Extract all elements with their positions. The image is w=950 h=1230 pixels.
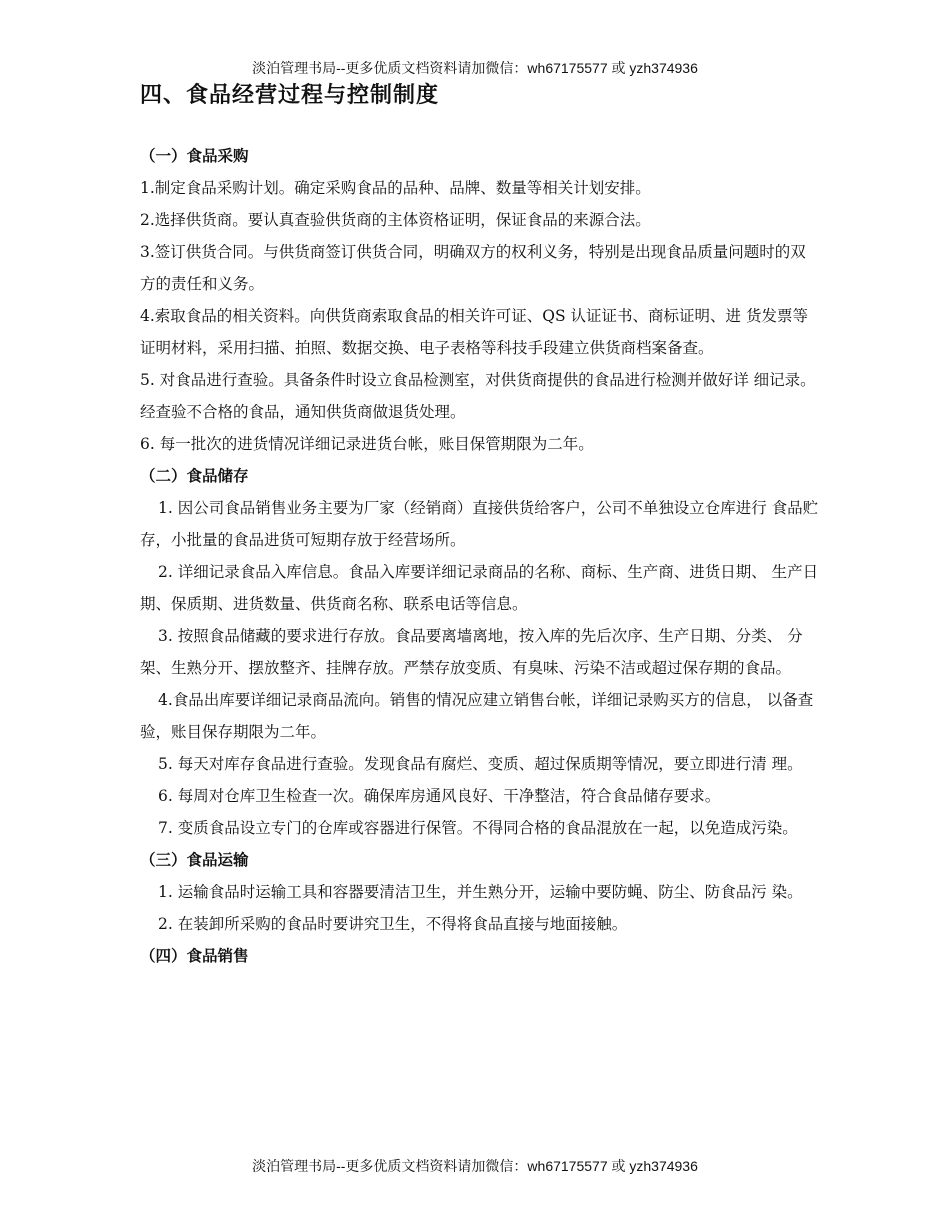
section-heading-procurement: （一）食品采购: [140, 147, 249, 165]
paragraph: 4.食品出库要详细记录商品流向。销售的情况应建立销售台帐，详细记录购买方的信息， 以备查验，账目保存期限为二年。: [140, 691, 814, 741]
paragraph: 7. 变质食品设立专门的仓库或容器进行保管。不得同合格的食品混放在一起，以免造成污染。: [158, 819, 798, 837]
document-body: [140, 140, 820, 972]
paragraph: 6. 每一批次的进货情况详细记录进货台帐，账目保管期限为二年。: [140, 435, 594, 453]
paragraph: 3. 按照食品储藏的要求进行存放。食品要离墙离地，按入库的先后次序、生产日期、分类、 分架、生熟分开、摆放整齐、挂牌存放。严禁存放变质、有臭味、污染不洁或超过保存期的食品。: [140, 627, 803, 677]
paragraph: 5. 每天对库存食品进行查验。发现食品有腐烂、变质、超过保质期等情况，要立即进行清 理。: [158, 755, 803, 773]
paragraph: 1. 因公司食品销售业务主要为厂家（经销商）直接供货给客户，公司不单独设立仓库进行 食品贮存，小批量的食品进货可短期存放于经营场所。: [140, 499, 819, 549]
paragraph: 1.制定食品采购计划。确定采购食品的品种、品牌、数量等相关计划安排。: [140, 179, 651, 197]
section-heading-sales: （四）食品销售: [140, 947, 249, 965]
paragraph: 6. 每周对仓库卫生检查一次。确保库房通风良好、干净整洁，符合食品储存要求。: [158, 787, 721, 805]
paragraph: 3.签订供货合同。与供货商签订供货合同，明确双方的权利义务，特别是出现食品质量问题时的双方的责任和义务。: [140, 243, 806, 293]
paragraph: 4.索取食品的相关资料。向供货商索取食品的相关许可证、QS 认证证书、商标证明、进 货发票等证明材料，采用扫描、拍照、数据交换、电子表格等科技手段建立供货商档案备查。: [140, 307, 808, 357]
header-watermark: 淡泊管理书局--更多优质文档资料请加微信：wh67175577 或 yzh374936: [252, 60, 698, 76]
paragraph: 2. 在装卸所采购的食品时要讲究卫生，不得将食品直接与地面接触。: [158, 915, 628, 933]
footer-watermark: 淡泊管理书局--更多优质文档资料请加微信：wh67175577 或 yzh374936: [252, 1158, 698, 1174]
paragraph: 2.选择供货商。要认真查验供货商的主体资格证明，保证食品的来源合法。: [140, 211, 651, 229]
paragraph: 2. 详细记录食品入库信息。食品入库要详细记录商品的名称、商标、生产商、进货日期、 生产日期、保质期、进货数量、供货商名称、联系电话等信息。: [140, 563, 819, 613]
page-title: 四、食品经营过程与控制制度: [140, 83, 440, 108]
paragraph: 1. 运输食品时运输工具和容器要清洁卫生，并生熟分开，运输中要防蝇、防尘、防食品污 染。: [158, 883, 803, 901]
section-heading-transport: （三）食品运输: [140, 851, 249, 869]
paragraph: 5. 对食品进行查验。具备条件时设立食品检测室，对供货商提供的食品进行检测并做好详 细记录。经查验不合格的食品，通知供货商做退货处理。: [140, 371, 816, 421]
section-heading-storage: （二）食品储存: [140, 467, 249, 485]
